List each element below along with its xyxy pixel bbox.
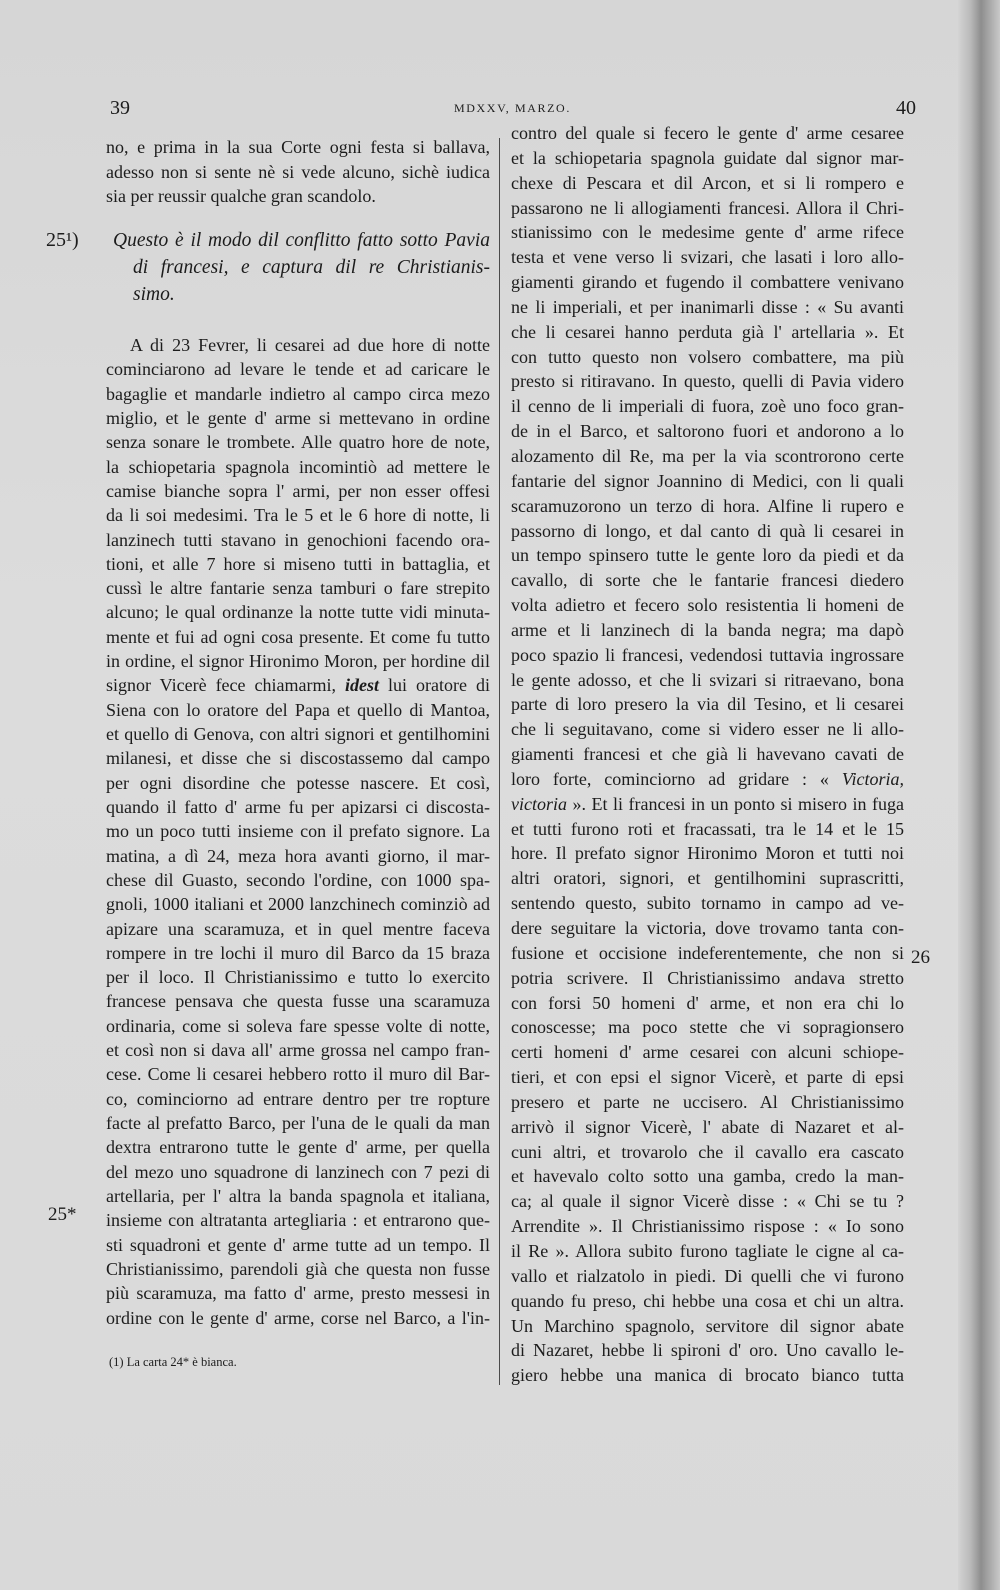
text-line: alozamento dil Re, ma per la via scontrorono certe: [511, 445, 904, 466]
text-line: parte di loro presero la via dil Tesino, et li cesarei: [511, 694, 904, 715]
text-line: stianissimo con le medesime gente d' arme rifece: [511, 222, 904, 243]
text-line: dere seguitare la victoria, dove trovamo tanta con-: [511, 918, 904, 938]
text-line: sentendo questo, subito tornamo in campo ad ve-: [511, 893, 904, 914]
text-line: insieme con altratanta artegliaria : et entrarono que-: [106, 1210, 490, 1231]
text-line: passorno di longo, et dal canto di quà li cesarei in: [511, 520, 904, 541]
text-line: Arrendite ». Il Christianissimo rispose : « Io sono: [511, 1216, 904, 1237]
text-line: poco spazio li francesi, vedendosi tuttavia ingrossare: [511, 644, 904, 665]
text-line: altri oratori, signori, et gentilhomini suprascritti,: [511, 868, 904, 889]
text-line: che li seguitavano, come si videro esser ne li allo-: [511, 719, 904, 740]
text-line: tioni, et alle 7 hore si miseno tutti in battaglia, et: [106, 553, 490, 574]
text-segment: signor Vicerè fece chiamarmi,: [106, 675, 346, 696]
text-line: camise bianche sopra l' armi, per non esser offesi: [106, 480, 490, 501]
text-line: rompere in tre lochi il muro dil Barco da 15 braza: [106, 942, 490, 963]
text-line: arme et li lanzinech di la banda negra; ma dapò: [511, 619, 904, 640]
text-line: per ogni disordine che potesse nascere. Et così,: [106, 772, 490, 793]
page-number-right: 40: [896, 97, 916, 119]
text-line: et tutti furono roti et fracassati, tra le 14 et le 15: [511, 818, 904, 839]
text-line: passarono ne li allogiamenti francesi. Allora il Chri-: [511, 197, 904, 218]
text-line: milanesi, et disse che si discostassemo dal campo: [106, 748, 490, 769]
text-line: tieri, et con epsi el signor Vicerè, et parte di epsi: [511, 1067, 904, 1088]
text-line: lanzinech tutti stavano in genochioni facendo ora-: [106, 529, 490, 550]
text-line: volta adietro et fecero solo resistentia li homeni de: [511, 595, 904, 616]
text-line: del mezo uno squadrone di lanzinech con 7 pezi di: [106, 1161, 490, 1182]
text-line: conoscesse; ma poco stette che vi sopragionsero: [511, 1017, 904, 1038]
text-line: il cenno de li imperiali di fuora, zoè uno foco gran-: [511, 396, 904, 417]
text-line: et così non si dava all' arme grossa nel campo fran-: [106, 1040, 490, 1061]
text-line: facte al prefatto Barco, per l'una de le quali da man: [106, 1113, 490, 1133]
text-segment: lui oratore di: [379, 675, 490, 696]
text-line: miglio, et le gente d' arme si mettevano in ordine: [106, 407, 490, 428]
text-line: no, e prima in la sua Corte ogni festa si ballava,: [106, 137, 490, 157]
footnote: (1) La carta 24* è bianca.: [109, 1355, 237, 1369]
text-line: contro del quale si fecero le gente d' arme cesaree: [511, 123, 904, 143]
text-line: con tutto questo non volsero combattere, ma più: [511, 346, 904, 367]
text-line: vallo et rialzatolo in piedi. Di quelli che vi furono: [511, 1265, 904, 1286]
text-line: sti squadroni et gente d' arme tutte ad un tempo. Il: [106, 1234, 490, 1255]
text-segment: ». Et li francesi in un ponto si misero in fuga: [567, 793, 904, 814]
margin-folio-marker: 25*: [48, 1204, 77, 1225]
text-line: [511, 792, 904, 817]
running-title: MDXXV, MARZO.: [454, 101, 571, 115]
text-line: [106, 673, 490, 697]
italic-term: idest: [345, 675, 380, 696]
text-line: adesso non si sente nè si vede alcuno, sichè iudica: [106, 161, 490, 182]
text-line: cavallo, di sorte che le fantarie francesi diedero: [511, 570, 904, 591]
text-line: Christianissimo, parendoli già che questa non fusse: [106, 1258, 490, 1279]
text-line: senza sonare le trombete. Alle quatro hore de note,: [106, 432, 490, 453]
section-heading: [113, 227, 490, 308]
text-line: potria scrivere. Il Christianissimo andava stretto: [511, 967, 904, 988]
text-line: fusione et occisione indeferentemente, che non si: [511, 942, 904, 963]
text-line: sia per reussir qualche gran scandolo.: [106, 186, 376, 206]
page-edge-shadow: [958, 0, 1000, 1590]
text-line: un tempo spinsero tutte le gente loro da piedi et da: [511, 545, 904, 566]
text-line: quando il fatto d' arme fu per apizarsi ci discosta-: [106, 796, 490, 817]
text-line: cuni altri, et trovarolo che il cavallo era cascato: [511, 1141, 904, 1162]
text-line: co, cominciorno ad entrare dentro per tre ropture: [106, 1088, 490, 1109]
heading-line: Questo è il modo dil conflitto fatto sotto Pavia: [113, 229, 490, 251]
text-line: in ordine, el signor Hironimo Moron, per hordine dil: [106, 651, 490, 672]
text-line: testa et vene verso li svizari, che lasati i loro allo-: [511, 247, 904, 268]
text-line: Un Marchino spagnolo, servitore dil signor abate: [511, 1315, 904, 1336]
text-line: francese pensava che questa fusse una scaramuza: [106, 991, 490, 1012]
left-column-paragraph: [106, 333, 490, 1330]
text-line: le gente adosso, et che li svizari si ritraevano, bona: [511, 669, 904, 690]
text-line: ordinaria, come si soleva fare spesse volte di notte,: [106, 1015, 490, 1036]
text-line: presto si ritiravano. In questo, quelli di Pavia videro: [511, 371, 904, 392]
text-line: ordine con le gente d' arme, corse nel Barco, a l'in-: [106, 1307, 490, 1328]
text-line: mo un poco tutti insieme con il prefato signore. La: [106, 821, 490, 842]
text-line: presero et parte ne uccisero. Al Christianissimo: [511, 1091, 904, 1112]
left-column-intro: [106, 135, 490, 209]
text-line: giamenti girando et fugendo il combattere venivano: [511, 272, 904, 293]
section-number-marker: 25¹): [46, 229, 79, 251]
text-line: ca; al quale il signor Vicerè disse : « Chi se tu ?: [511, 1191, 904, 1212]
text-line: più scaramuza, ma fatto d' arme, presto messesi in: [106, 1283, 490, 1304]
italic-term: victoria: [511, 793, 567, 814]
text-line: per il loco. Il Christianissimo e tutto lo exercito: [106, 967, 490, 988]
margin-folio-marker: 26: [911, 947, 930, 968]
text-line: alcuno; le qual ordinanze la notte tutte vidi minuta-: [106, 602, 490, 623]
text-line: scaramuzorono un terzo di hora. Alfine li rupero e: [511, 495, 904, 516]
text-line: ne li imperiali, et per inanimarli disse : « Su avanti: [511, 296, 904, 317]
text-line: chexe di Pescara et dil Arcon, et si li rompero e: [511, 172, 904, 193]
text-line: apizare una scaramuza, et in quel mentre faceva: [106, 918, 490, 939]
text-line: cussì le altre fantarie senza tamburi o fare strepito: [106, 578, 490, 599]
text-line: dextra entrarono tutte le gente d' arme, per quella: [106, 1137, 490, 1158]
text-line: mente et fui ad ogni cosa presente. Et come fu tutto: [106, 626, 490, 647]
text-line: giamenti francesi et che già li havevano cavati de: [511, 744, 904, 765]
text-line: arrivò il signor Vicerè, l' abate di Nazaret et al-: [511, 1116, 904, 1137]
text-line: da li soi medesimi. Tra le 5 et le 6 hore di notte, li: [106, 505, 490, 526]
text-line: bagaglie et mandarle indietro al campo circa mezo: [106, 383, 490, 404]
text-line: [511, 767, 904, 792]
text-line: fantarie del signor Joannino di Medici, con li quali: [511, 470, 904, 491]
text-line: la schiopetaria spagnola incomintiò ad mettere le: [106, 456, 490, 477]
text-line: che li cesarei hanno perduta già l' artellaria ». Et: [511, 321, 904, 342]
text-line: cese. Come li cesarei hebbero rotto il muro dil Bar-: [106, 1064, 490, 1085]
text-line: certi homeni d' arme cesarei con alcuni schiope-: [511, 1042, 904, 1063]
heading-line: di francesi, e captura dil re Christianis-: [133, 256, 490, 278]
text-line: artellaria, per l' altra la banda spagnola et italiana,: [106, 1185, 490, 1206]
text-line: gnoli, 1000 italiani et 2000 lanzchinech cominziò ad: [106, 894, 490, 915]
right-column: [511, 121, 904, 1388]
column-rule: [499, 138, 500, 1385]
text-line: de in el Barco, et saltorono fuori et andorono a lo: [511, 421, 904, 442]
text-segment: loro forte, cominciorno ad gridare : «: [511, 768, 842, 789]
text-line: et la schiopetaria spagnola guidate dal signor mar-: [511, 147, 904, 168]
text-line: matina, a dì 24, meza hora avanti giorno, il mar-: [106, 845, 490, 866]
text-line: hore. Il prefato signor Hironimo Moron et tutti noi: [511, 843, 904, 864]
text-line: il Re ». Allora subito furono tagliate le cigne al ca-: [511, 1240, 904, 1261]
text-line: et quello di Genova, con altri signori et gentilhomini: [106, 724, 490, 744]
text-line: chese dil Guasto, secondo l'ordine, con 1000 spa-: [106, 869, 490, 890]
page-number-left: 39: [110, 97, 130, 119]
text-line: A di 23 Fevrer, li cesarei ad due hore di notte: [130, 335, 490, 355]
text-line: quando fu preso, chi hebbe una cosa et chi un altra.: [511, 1290, 904, 1311]
text-line: Siena con lo oratore del Papa et quello di Mantoa,: [106, 699, 490, 720]
text-line: giero hebbe una manica di brocato bianco tutta: [511, 1365, 904, 1386]
text-line: di Nazaret, hebbe li spironi d' oro. Uno cavallo le-: [511, 1340, 904, 1361]
text-line: et havevalo colto sotto una gamba, credo la man-: [511, 1166, 904, 1187]
italic-term: Victoria,: [841, 768, 904, 789]
text-line: cominciarono ad levare le tende et ad caricare le: [106, 359, 490, 380]
heading-line: simo.: [133, 283, 175, 305]
text-line: con forsi 50 homeni d' arme, et non era chi lo: [511, 992, 904, 1013]
